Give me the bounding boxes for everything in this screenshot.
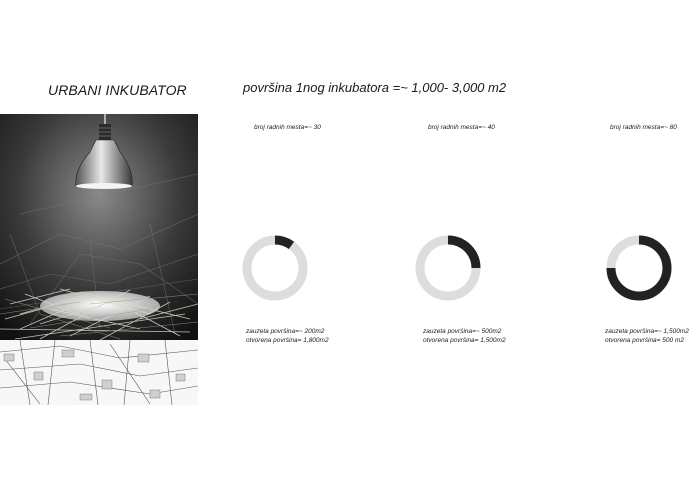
person-icon	[567, 272, 570, 284]
person-icon	[585, 288, 588, 300]
workplaces-label: broj radnih mesta=~ 40	[428, 124, 495, 131]
person-icon	[592, 288, 595, 300]
occupied-area-slice	[275, 240, 291, 245]
person-icon	[573, 272, 576, 284]
occupied-area-label: zauzeta površina=~ 500m2	[423, 328, 502, 335]
person-icon	[598, 288, 601, 300]
open-area-label: otvorena površina= 1,800m2	[246, 337, 329, 344]
person-icon	[567, 288, 570, 300]
person-icon	[311, 272, 314, 284]
person-icon	[592, 272, 595, 284]
workplaces-label: broj radnih mesta=~ 80	[610, 124, 677, 131]
page-subtitle: površina 1nog inkubatora =~ 1,000- 3,000 m2	[243, 80, 507, 95]
area-stats	[246, 327, 329, 345]
page-title: URBANI INKUBATOR	[48, 82, 187, 98]
area-stats	[605, 327, 689, 345]
area-donut	[240, 233, 310, 303]
workplaces-label: broj radnih mesta=~ 30	[254, 124, 321, 131]
person-icon	[561, 288, 564, 300]
occupied-area-slice	[448, 240, 476, 268]
person-icon	[579, 288, 582, 300]
open-area-slice	[247, 240, 303, 296]
lamp-nest-illustration	[0, 114, 198, 405]
person-icon	[598, 272, 601, 284]
person-icon	[579, 272, 582, 284]
open-area-label: otvorena površina= 1,500m2	[423, 337, 506, 344]
occupied-area-label: zauzeta površina=~ 1,500m2	[605, 328, 689, 335]
person-icon	[585, 272, 588, 284]
person-icon	[485, 272, 488, 284]
person-icon	[573, 288, 576, 300]
open-area-label: otvorena površina= 500 m2	[605, 337, 684, 344]
area-stats	[423, 327, 506, 345]
person-icon	[561, 272, 564, 284]
area-donut	[604, 233, 674, 303]
occupied-area-label: zauzeta površina=~ 200m2	[246, 328, 325, 335]
area-donut	[413, 233, 483, 303]
